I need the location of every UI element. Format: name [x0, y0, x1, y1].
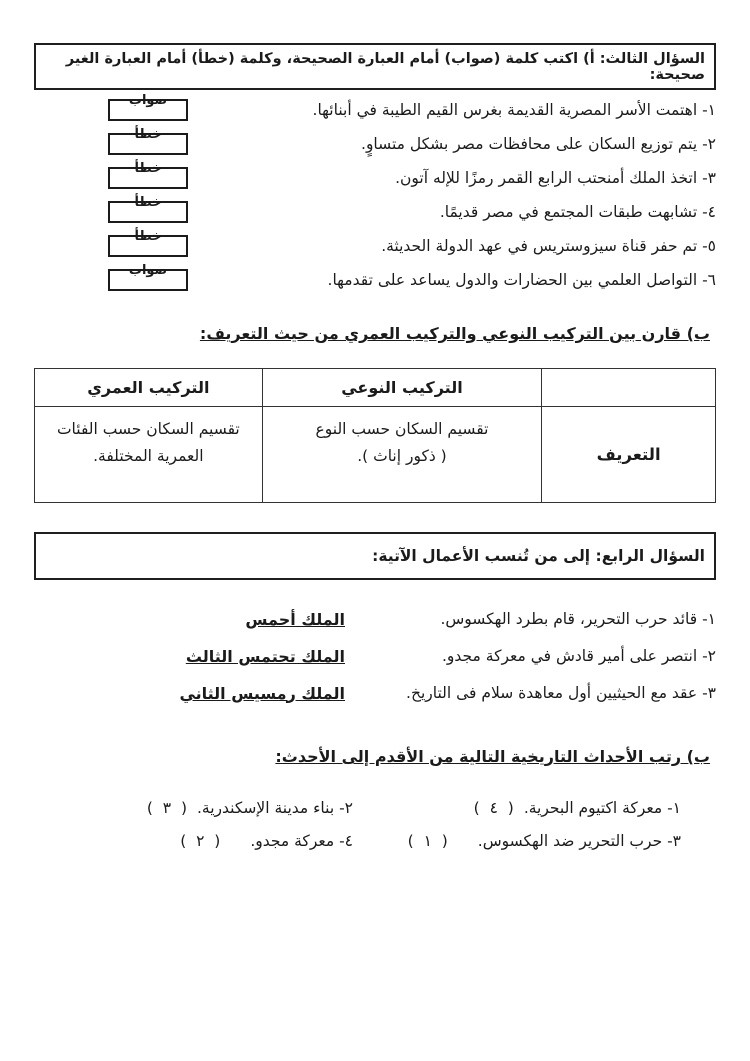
answer-box	[108, 228, 188, 257]
ordering-text: ١- معركة اكتيوم البحرية.	[523, 799, 681, 817]
answer-box	[108, 126, 188, 155]
ordering-item	[34, 832, 375, 850]
question3-statements	[34, 92, 716, 302]
ordering-rank: ( ٢ )	[180, 832, 221, 850]
answer-box	[108, 194, 188, 223]
answer-box	[108, 160, 188, 189]
definition-type-line1: تقسيم السكان حسب النوع	[315, 420, 489, 438]
ordering-text: ٤- معركة مجدو.	[250, 832, 353, 850]
statement-row	[34, 160, 716, 189]
column-header-type: التركيب النوعي	[262, 369, 542, 407]
question3-title: السؤال الثالث: أ) اكتب كلمة (صواب) أمام العبارة الصحيحة، وكلمة (خطأ) أمام العبارة الغير صحيحة:	[65, 50, 705, 83]
statement-text: ٤- تشابهت طبقات المجتمع في مصر قديمًا.	[439, 202, 716, 221]
definition-age-cell	[35, 407, 263, 503]
question4-header-box	[34, 532, 716, 580]
answer-box	[108, 262, 188, 291]
column-header-age: التركيب العمري	[35, 369, 263, 407]
ordering-rank: ( ٣ )	[146, 799, 187, 817]
table-definition-row	[35, 407, 716, 503]
ordering-item	[375, 799, 716, 817]
answer-value: خطأ	[134, 194, 162, 210]
question4-title: السؤال الرابع: إلى من تُنسب الأعمال الآتية:	[372, 547, 705, 565]
attribution-row	[34, 606, 716, 632]
attribution-text: ٣- عقد مع الحيثيين أول معاهدة سلام فى التاريخ.	[406, 684, 716, 702]
statement-text: ٣- اتخذ الملك أمنحتب الرابع القمر رمزًا للإله آتون.	[395, 168, 716, 187]
ordering-item	[34, 799, 375, 817]
comparison-table	[34, 368, 716, 503]
answer-value: صواب	[128, 262, 168, 278]
statement-row	[34, 228, 716, 257]
row-label-definition: التعريف	[542, 407, 716, 503]
ordering-text: ٣- حرب التحرير ضد الهكسوس.	[477, 832, 681, 850]
definition-age-line2: العمرية المختلفة.	[93, 447, 204, 466]
attribution-row	[34, 680, 716, 706]
attribution-text: ٢- انتصر على أمير قادش في معركة مجدو.	[441, 647, 716, 665]
answer-box	[108, 92, 188, 121]
table-header-row	[35, 369, 716, 407]
statement-text: ١- اهتمت الأسر المصرية القديمة بغرس القيم الطيبة في أبنائها.	[312, 100, 716, 119]
definition-type-cell	[262, 407, 542, 503]
statement-row	[34, 92, 716, 121]
statement-row	[34, 194, 716, 223]
answer-value: خطأ	[134, 160, 162, 176]
question4-items	[34, 606, 716, 717]
definition-age-line1: تقسيم السكان حسب الفئات	[56, 420, 240, 438]
answer-value: خطأ	[134, 126, 162, 142]
attribution-text: ١- قائد حرب التحرير، قام بطرد الهكسوس.	[440, 610, 716, 628]
statement-row	[34, 262, 716, 291]
ordering-grid	[34, 799, 716, 850]
question3-partb-label: ب) قارن بين التركيب النوعي والتركيب العمري من حيث التعريف:	[199, 324, 710, 343]
attribution-answer: الملك أحمس	[245, 609, 345, 629]
attribution-answer: الملك تحتمس الثالث	[185, 646, 345, 666]
question3-header-box	[34, 43, 716, 90]
table-corner-cell	[542, 369, 716, 407]
statement-text: ٥- تم حفر قناة سيزوستريس في عهد الدولة الحديثة.	[381, 236, 716, 255]
ordering-rank: ( ١ )	[407, 832, 448, 850]
statement-text: ٢- يتم توزيع السكان على محافظات مصر بشكل متساوٍ.	[361, 134, 716, 153]
ordering-rank: ( ٤ )	[473, 799, 514, 817]
statement-text: ٦- التواصل العلمي بين الحضارات والدول يساعد على تقدمها.	[327, 270, 716, 289]
answer-value: صواب	[128, 92, 168, 108]
ordering-item	[375, 832, 716, 850]
attribution-answer: الملك رمسيس الثاني	[179, 683, 345, 703]
question4-partb-label: ب) رتب الأحداث التاريخية التالية من الأقدم إلى الأحدث:	[275, 747, 710, 766]
attribution-row	[34, 643, 716, 669]
statement-row	[34, 126, 716, 155]
definition-type-line2: ( ذكور إناث ).	[357, 447, 447, 466]
answer-value: خطأ	[134, 228, 162, 244]
ordering-text: ٢- بناء مدينة الإسكندرية.	[197, 799, 353, 817]
